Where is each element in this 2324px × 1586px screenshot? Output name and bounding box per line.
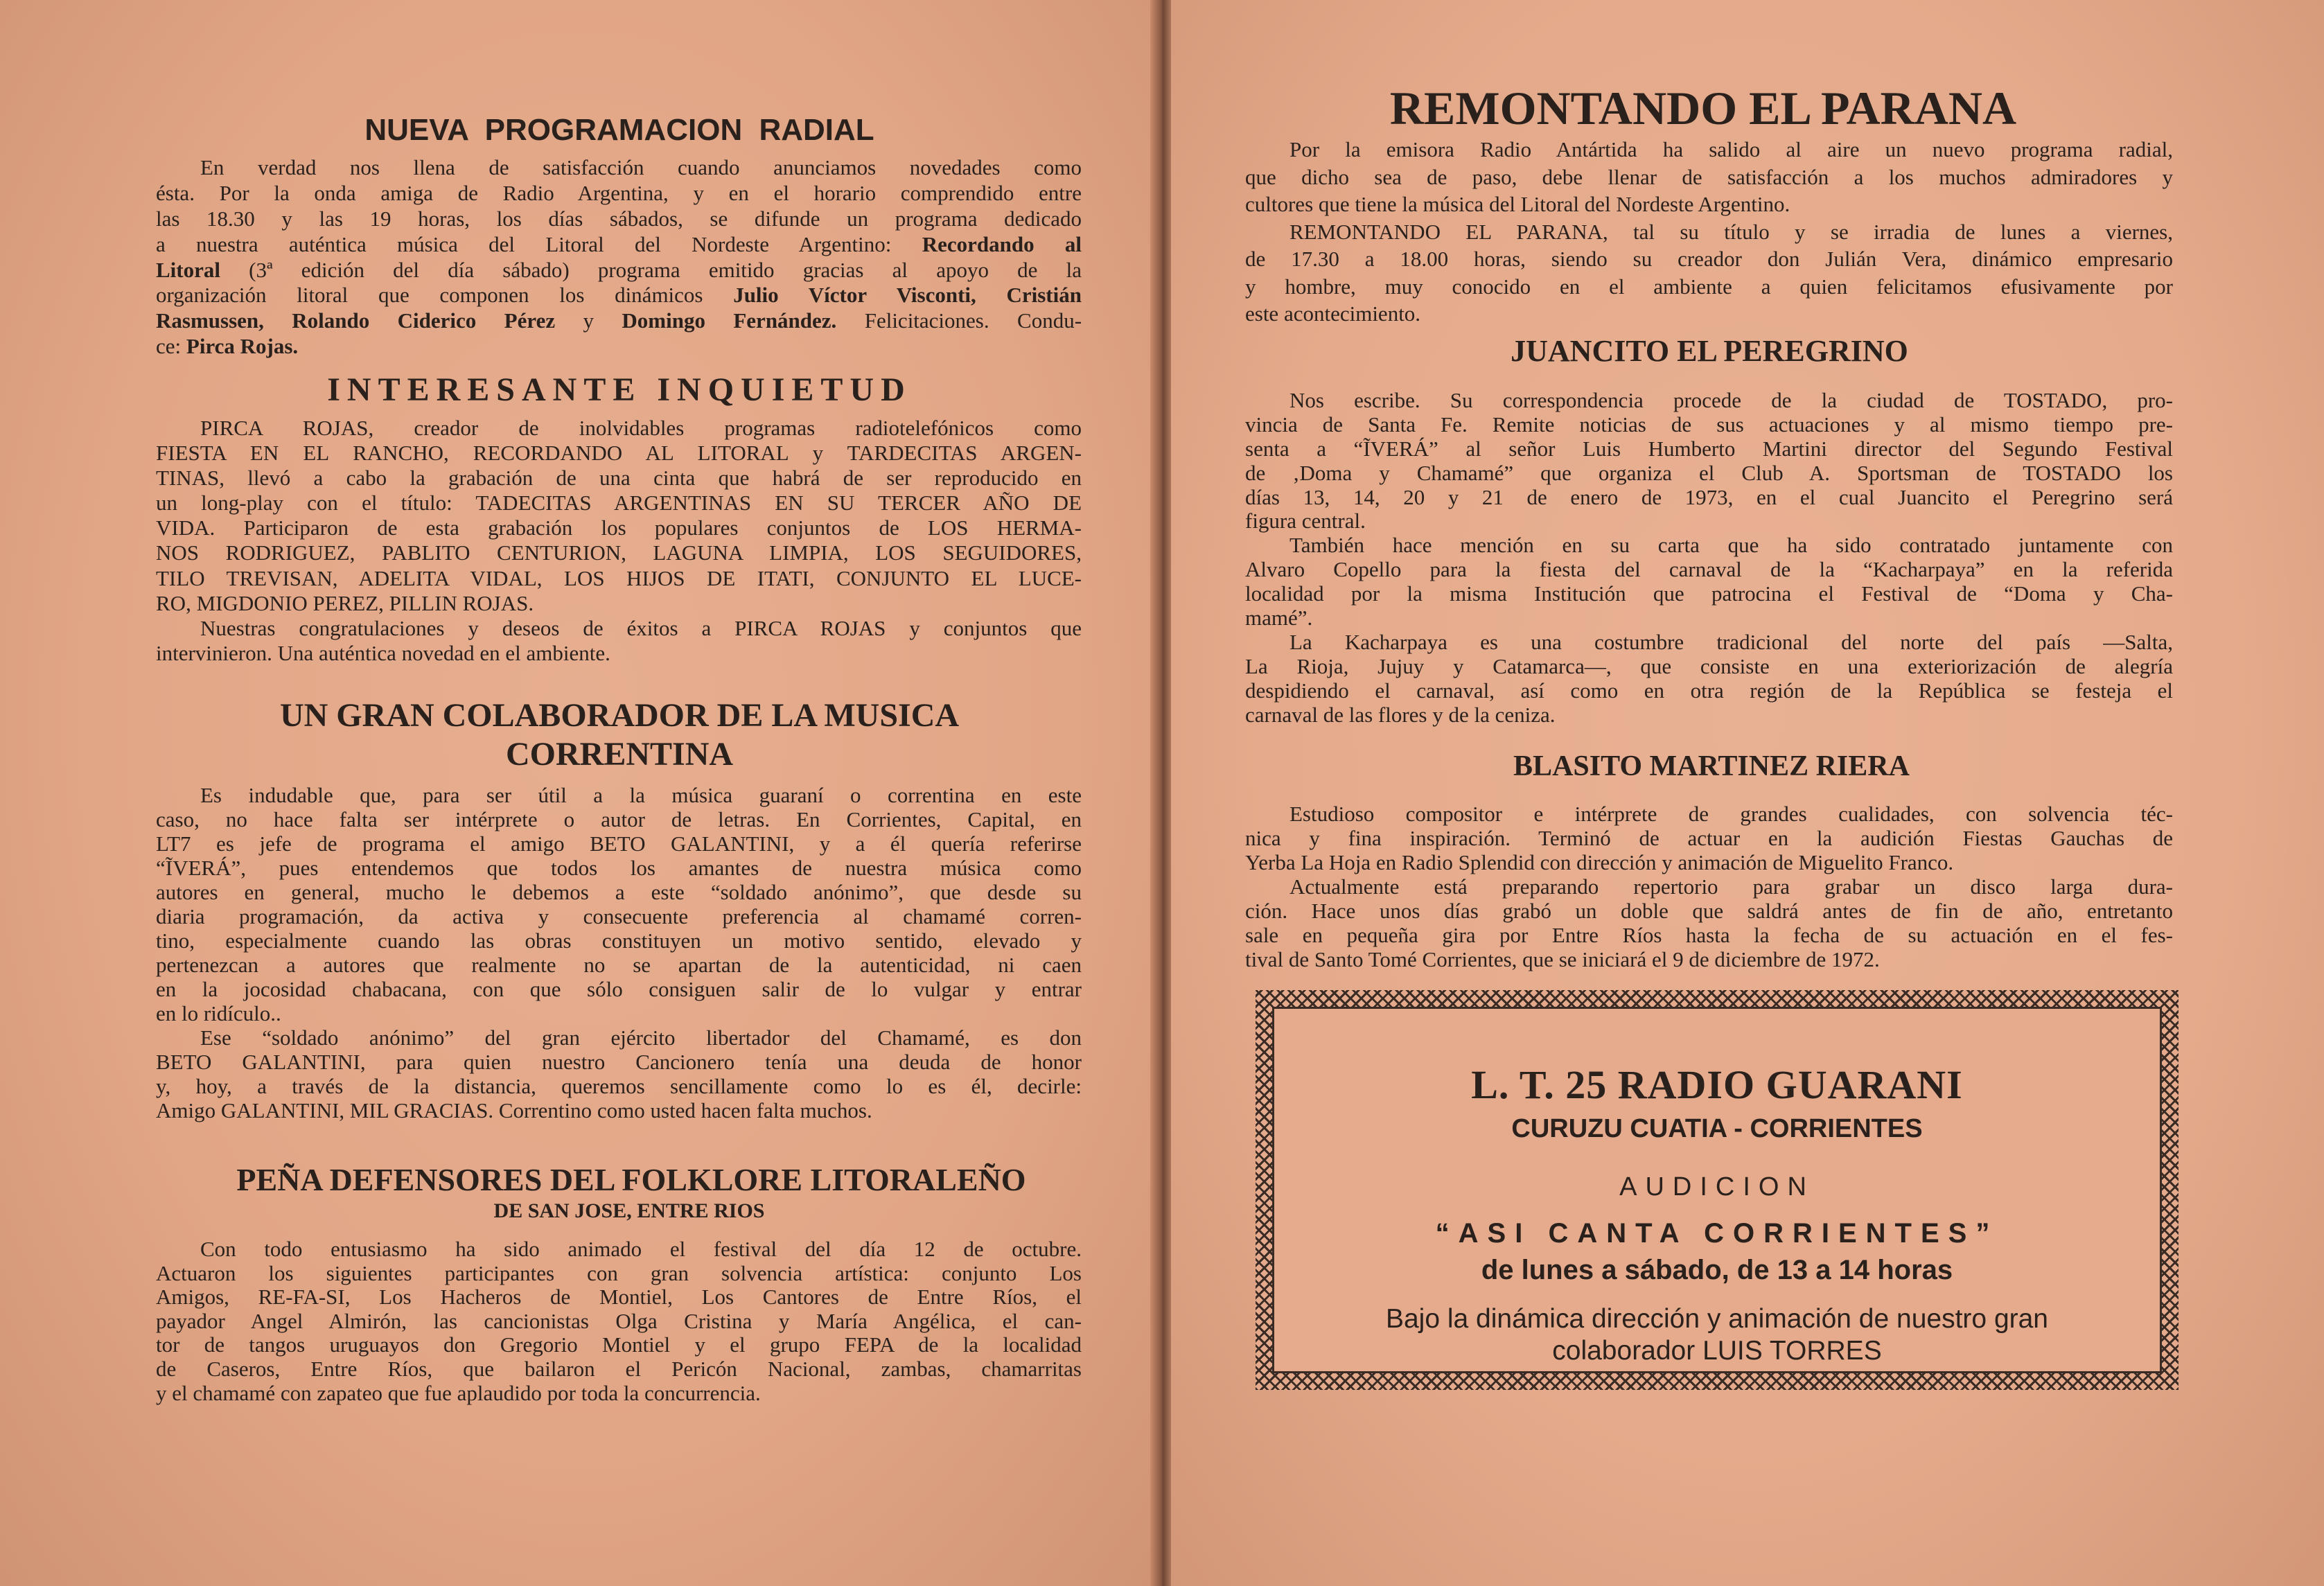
article-title-line2: CORRENTINA xyxy=(505,736,734,773)
text-line xyxy=(156,334,1082,360)
text-line: Actuaron los siguientes participantes con gran solvencia artística: conjunto Los xyxy=(156,1261,1082,1285)
text-line: NOS RODRIGUEZ, PABLITO CENTURION, LAGUNA LIMPIA, LOS SEGUIDORES, xyxy=(156,540,1082,565)
text-line: Ese “soldado anónimo” del gran ejército libertador del Chamamé, es don xyxy=(200,1025,1082,1050)
text-line: tor de tangos uruguayos don Gregorio Montiel y el grupo FEPA de la localidad xyxy=(156,1333,1082,1357)
article-title: JUANCITO EL PEREGRINO xyxy=(1511,334,1908,368)
text-line: autores en general, mucho le debemos a este “soldado anónimo”, que desde su xyxy=(156,880,1082,904)
text-line: pertenezcan a autores que realmente no se apartan de la autenticidad, ni caen xyxy=(156,953,1082,977)
bold-text: Domingo Fernández. xyxy=(622,308,837,333)
article-title: BLASITO MARTINEZ RIERA xyxy=(1513,750,1910,782)
text-line: Con todo entusiasmo ha sido animado el festival del día 12 de octubre. xyxy=(200,1237,1082,1261)
article-title: REMONTANDO EL PARANA xyxy=(1389,82,2017,134)
radio-advertisement xyxy=(1256,990,2178,1390)
article-body xyxy=(1245,802,2173,971)
text-line: este acontecimiento. xyxy=(1245,301,1421,326)
text-line: Nos escribe. Su correspondencia procede de la ciudad de TOSTADO, pro- xyxy=(1289,389,2173,412)
text-segment: y xyxy=(555,308,622,333)
text-line: diaria programación, da activa y consecuente preferencia al chamamé corren- xyxy=(156,904,1082,928)
text-line: y hombre, muy conocido en el ambiente a quien felicitamos efusivamente por xyxy=(1245,274,2173,299)
text-line xyxy=(156,232,1082,258)
text-line: días 13, 14, 20 y 21 de enero de 1973, en el cual Juancito el Peregrino será xyxy=(1245,485,2173,509)
text-line xyxy=(156,258,1082,283)
text-line: ésta. Por la onda amiga de Radio Argentina, y en el horario comprendido entre xyxy=(156,180,1082,205)
text-line: localidad por la misma Institución que patrocina el Festival de “Doma y Cha- xyxy=(1245,582,2173,606)
bold-text: Litoral xyxy=(156,257,220,282)
text-line: un long-play con el título: TADECITAS ARGENTINAS EN SU TERCER AÑO DE xyxy=(156,491,1082,516)
ad-location: CURUZU CUATIA - CORRIENTES xyxy=(1511,1114,1923,1143)
text-line: Alvaro Copello para la fiesta del carnaval de la “Kacharpaya” en la referida xyxy=(1245,558,2173,582)
text-line: despidiendo el carnaval, así como en otra región de la República se festeja el xyxy=(1245,678,2173,703)
text-segment: Felicitaciones. Condu- xyxy=(836,308,1082,333)
article-body xyxy=(1245,389,2173,727)
text-line: FIESTA EN EL RANCHO, RECORDANDO AL LITORAL y TARDECITAS ARGEN- xyxy=(156,441,1082,466)
text-line: TINAS, llevó a cabo la grabación de una cinta que habrá de ser reproducido en xyxy=(156,466,1082,491)
text-line: de Caseros, Entre Ríos, que bailaron el Pericón Nacional, zambas, chamarritas xyxy=(156,1357,1082,1381)
text-line: de 17.30 a 18.00 horas, siendo su creador don Julián Vera, dinámico empresario xyxy=(1245,247,2173,271)
text-line: “ĨVERÁ”, pues entendemos que todos los amantes de nuestra música como xyxy=(156,856,1082,880)
text-line: tival de Santo Tomé Corrientes, que se iniciará el 9 de diciembre de 1972. xyxy=(1245,947,1880,971)
text-line: LT7 es jefe de programa el amigo BETO GALANTINI, y a él quería referirse xyxy=(156,831,1082,856)
text-line: La Kacharpaya es una costumbre tradicional del norte del país —Salta, xyxy=(1289,630,2173,654)
article-body xyxy=(156,1237,1082,1405)
text-line: Yerba La Hoja en Radio Splendid con dirección y animación de Miguelito Franco. xyxy=(1245,850,1954,874)
text-line: de ‚Doma y Chamamé” que organiza el Club A. Sportsman de TOSTADO los xyxy=(1245,461,2173,485)
book-gutter xyxy=(1150,0,1174,1586)
article-title: INTERESANTE INQUIETUD xyxy=(327,371,912,408)
text-line: y, hoy, a través de la distancia, queremos sencillamente como lo es él, decirle: xyxy=(156,1074,1082,1098)
text-line: mamé”. xyxy=(1245,606,1313,631)
text-line: que dicho sea de paso, debe llenar de satisfacción a los muchos admiradores y xyxy=(1245,164,2173,189)
text-line: payador Angel Almirón, las cancionistas Olga Cristina y María Angélica, el can- xyxy=(156,1309,1082,1333)
text-line: Actualmente está preparando repertorio para grabar un disco larga dura- xyxy=(1289,874,2173,899)
article-body xyxy=(156,416,1082,666)
text-line: figura central. xyxy=(1245,509,1366,534)
article-title: NUEVA PROGRAMACION RADIAL xyxy=(364,113,874,147)
text-line: TILO TREVISAN, ADELITA VIDAL, LOS HIJOS DE ITATI, CONJUNTO EL LUCE- xyxy=(156,565,1082,590)
ad-station: L. T. 25 RADIO GUARANI xyxy=(1471,1062,1963,1107)
text-line: VIDA. Participaron de esta grabación los populares conjuntos de LOS HERMA- xyxy=(156,516,1082,540)
text-line xyxy=(156,283,1082,308)
text-line: Estudioso compositor e intérprete de grandes cualidades, con solvencia téc- xyxy=(1289,802,2173,826)
bold-text: Julio Víctor Visconti, Cristián xyxy=(733,283,1082,308)
text-line: en la jocosidad chabacana, con que sólo consiguen salir de lo vulgar y entrar xyxy=(156,977,1082,1001)
ad-credit: colaborador LUIS TORRES xyxy=(1552,1336,1882,1366)
article-title: PEÑA DEFENSORES DEL FOLKLORE LITORALEÑO xyxy=(236,1162,1026,1197)
text-line: Es indudable que, para ser útil a la música guaraní o correntina en este xyxy=(200,783,1082,807)
text-line: BETO GALANTINI, para quien nuestro Cancionero tenía una deuda de honor xyxy=(156,1050,1082,1074)
bold-text: Rasmussen, Rolando Ciderico Pérez xyxy=(156,308,556,333)
text-line: Amigos, RE-FA-SI, Los Hacheros de Montiel, Los Cantores de Entre Ríos, el xyxy=(156,1285,1082,1310)
text-line: sale en pequeña gira por Entre Ríos hasta la fecha de su actuación en el fes- xyxy=(1245,923,2173,947)
ad-schedule: de lunes a sábado, de 13 a 14 horas xyxy=(1481,1255,1953,1285)
text-line: cultores que tiene la música del Litoral del Nordeste Argentino. xyxy=(1245,192,1790,216)
text-line: RO, MIGDONIO PEREZ, PILLIN ROJAS. xyxy=(156,590,534,615)
text-line: También hace mención en su carta que ha sido contratado juntamente con xyxy=(1289,534,2173,558)
article-subtitle: DE SAN JOSE, ENTRE RIOS xyxy=(493,1199,765,1222)
ad-credit: Bajo la dinámica dirección y animación de nuestro gran xyxy=(1385,1304,2049,1334)
text-line: Nuestras congratulaciones y deseos de éxitos a PIRCA ROJAS y conjuntos que xyxy=(200,615,1082,640)
text-line: carnaval de las flores y de la ceniza. xyxy=(1245,703,1556,727)
bold-text: Pirca Rojas. xyxy=(186,334,299,359)
text-line: en lo ridículo.. xyxy=(156,1001,281,1025)
text-line: tino, especialmente cuando las obras constituyen un motivo sentido, elevado y xyxy=(156,928,1082,953)
text-line: vincia de Santa Fe. Remite noticias de sus actuaciones y al mismo tiempo pre- xyxy=(1245,412,2173,437)
text-line: las 18.30 y las 19 horas, los días sábados, se difunde un programa dedicado xyxy=(156,206,1082,231)
text-line: caso, no hace falta ser intérprete o autor de letras. En Corrientes, Capital, en xyxy=(156,807,1082,831)
left-page xyxy=(0,0,1159,1586)
text-segment: ce: xyxy=(156,334,186,359)
ad-label: AUDICION xyxy=(1619,1172,1815,1201)
text-line: PIRCA ROJAS, creador de inolvidables programas radiotelefónicos como xyxy=(200,416,1082,440)
article-title: UN GRAN COLABORADOR DE LA MUSICA xyxy=(279,697,960,734)
text-line: nica y fina inspiración. Terminó de actuar en la audición Fiestas Gauchas de xyxy=(1245,826,2173,850)
article-body xyxy=(156,783,1082,1122)
text-line: y el chamamé con zapateo que fue aplaudido por toda la concurrencia. xyxy=(156,1381,761,1405)
text-line: ción. Hace unos días grabó un doble que saldrá antes de fin de año, entretanto xyxy=(1245,899,2173,923)
article-body xyxy=(1245,136,2173,328)
text-segment: a nuestra auténtica música del Litoral del Nordeste Argentino: xyxy=(156,231,922,256)
text-segment: organización litoral que componen los dinámicos xyxy=(156,283,734,308)
text-segment: (3ª edición del día sábado) programa emitido gracias al apoyo de la xyxy=(220,257,1082,282)
advertisement-frame xyxy=(1272,1007,2162,1373)
text-line: Amigo GALANTINI, MIL GRACIAS. Correntino como usted hacen falta muchos. xyxy=(156,1098,872,1122)
article-body xyxy=(156,155,1082,360)
text-line: La Rioja, Jujuy y Catamarca—, que consiste en una exteriorización de alegría xyxy=(1245,654,2173,678)
text-line: REMONTANDO EL PARANA, tal su título y se irradia de lunes a viernes, xyxy=(1289,219,2173,244)
ad-program: “ASI CANTA CORRIENTES” xyxy=(1435,1218,1999,1249)
text-line xyxy=(156,308,1082,334)
text-line: intervinieron. Una auténtica novedad en el ambiente. xyxy=(156,640,610,665)
text-line: senta a “ĨVERÁ” al señor Luis Humberto Martini director del Segundo Festival xyxy=(1245,437,2173,461)
text-line: Por la emisora Radio Antártida ha salido al aire un nuevo programa radial, xyxy=(1289,137,2173,161)
text-line: En verdad nos llena de satisfacción cuando anunciamos novedades como xyxy=(200,155,1082,179)
bold-text: Recordando al xyxy=(922,231,1082,256)
